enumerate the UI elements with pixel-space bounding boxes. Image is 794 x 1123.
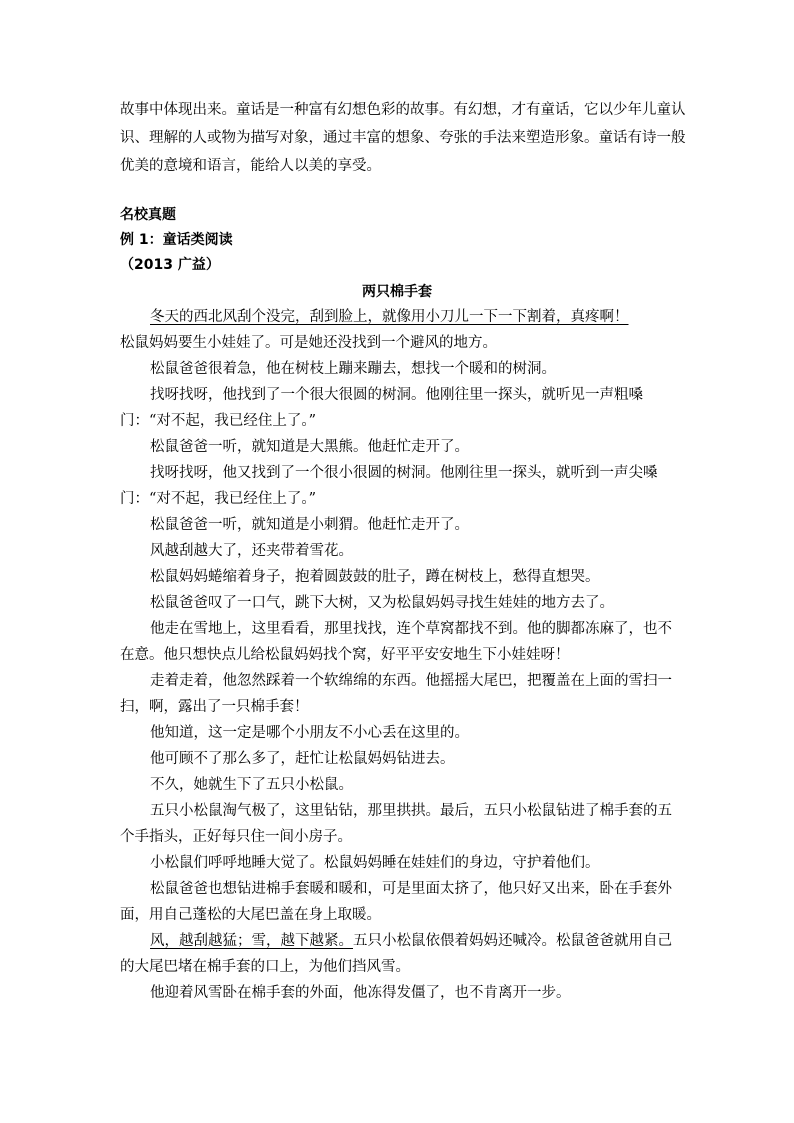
story-paragraph: 小松鼠们呼呼地睡大觉了。松鼠妈妈睡在娃娃们的身边，守护着他们。: [150, 855, 600, 871]
story-paragraph: 他迎着风雪卧在棉手套的外面，他冻得发僵了，也不肯离开一步。: [150, 985, 571, 1001]
story-paragraph: 找呀找呀，他又找到了一个很小很圆的树洞。他刚往里一探头，就听到一声尖嗓门：“对不起，我已经住上了。”: [120, 465, 658, 507]
underlined-sentence: 风，越刮越猛；雪，越下越紧。: [150, 933, 353, 949]
source-label: （2013 广益）: [120, 257, 220, 273]
story-paragraph-18: [120, 928, 680, 980]
story-paragraph: 松鼠爸爸叹了一口气，跳下大树，又为松鼠妈妈寻找生娃娃的地方去了。: [150, 595, 614, 611]
story-title: 两只棉手套: [362, 284, 432, 300]
story-paragraph: 他可顾不了那么多了，赶忙让松鼠妈妈钻进去。: [150, 751, 455, 767]
example-label: 例 1：童话类阅读: [120, 232, 233, 248]
story-paragraph: 找呀找呀，他找到了一个很大很圆的树洞。他刚往里一探头，就听见一声粗嗓门：“对不起，我已经住上了。”: [120, 387, 643, 429]
story-paragraph: 松鼠爸爸也想钻进棉手套暖和暖和，可是里面太挤了，他只好又出来，卧在手套外面，用自己蓬松的大尾巴盖在身上取暖。: [120, 881, 672, 923]
story-paragraph: 他走在雪地上，这里看看，那里找找，连个草窝都找不到。他的脚都冻麻了，也不在意。他只想快点儿给松鼠妈妈找个窝，好平平安安地生下小娃娃呀！: [120, 621, 672, 663]
story-paragraph-18-rest: 五只小松鼠依偎着妈妈还喊冷。松鼠爸爸就用自己的大尾巴堵在棉手套的口上，为他们挡风雪。: [120, 933, 672, 975]
story-paragraph: 松鼠爸爸很着急，他在树枝上蹦来蹦去，想找一个暖和的树洞。: [150, 361, 556, 377]
intro-paragraph: 故事中体现出来。童话是一种富有幻想色彩的故事。有幻想，才有童话，它以少年儿童认识、理解的人或物为描写对象，通过丰富的想象、夸张的手法来塑造形象。童话有诗一般优美的意境和语言，能给人以美的享受。: [120, 102, 686, 174]
story-paragraph: 不久，她就生下了五只小松鼠。: [150, 777, 353, 793]
story-paragraph: 走着走着，他忽然踩着一个软绵绵的东西。他摇摇大尾巴，把覆盖在上面的雪扫一扫，啊，露出了一只棉手套！: [120, 673, 672, 715]
intro-block: [120, 96, 690, 180]
story-paragraph: 风越刮越大了，还夹带着雪花。: [150, 543, 353, 559]
story-paragraph: 松鼠爸爸一听，就知道是大黑熊。他赶忙走开了。: [150, 439, 469, 455]
story-paragraph: 松鼠妈妈蜷缩着身子，抱着圆鼓鼓的肚子，蹲在树枝上，愁得直想哭。: [150, 569, 600, 585]
story-body: [120, 304, 680, 1006]
section-heading: 名校真题: [120, 207, 176, 223]
story-paragraph-1: [120, 304, 680, 330]
story-paragraph: 松鼠爸爸一听，就知道是小刺猬。他赶忙走开了。: [150, 517, 469, 533]
story-paragraph: 他知道，这一定是哪个小朋友不小心丢在这里的。: [150, 725, 469, 741]
story-paragraph-1-continued: 松鼠妈妈要生小娃娃了。可是她还没找到一个避风的地方。: [120, 335, 497, 351]
story-paragraph: 五只小松鼠淘气极了，这里钻钻，那里拱拱。最后，五只小松鼠钻进了棉手套的五个手指头，正好每只住一间小房子。: [120, 803, 672, 845]
underlined-sentence: 冬天的西北风刮个没完，刮到脸上，就像用小刀儿一下一下割着，真疼啊！: [150, 309, 629, 325]
